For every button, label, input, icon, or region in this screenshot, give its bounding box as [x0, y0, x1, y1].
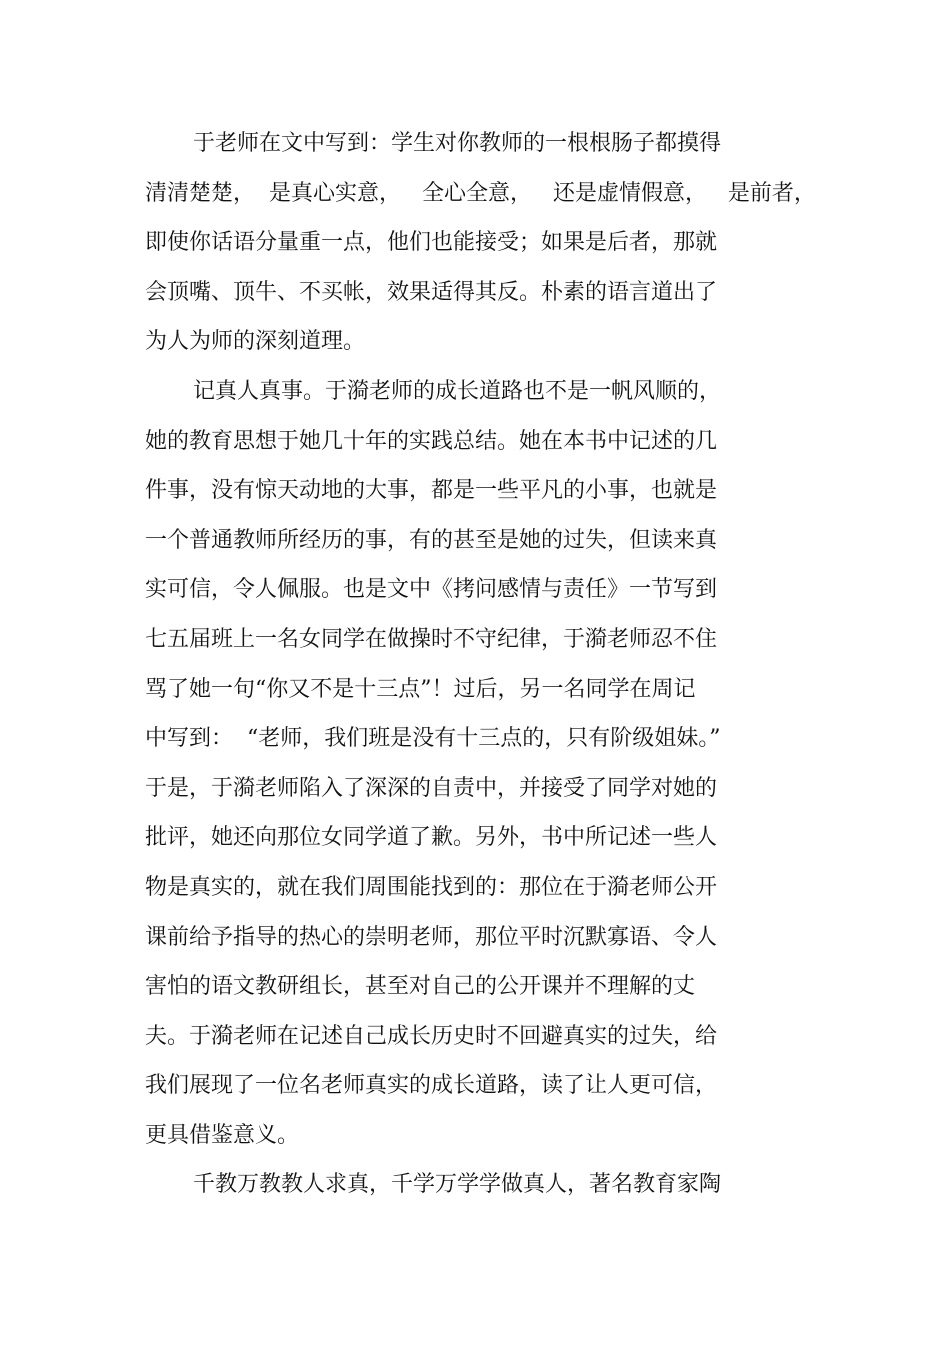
- paragraph-line: 批评，她还向那位女同学道了歉。另外，书中所记述一些人: [145, 825, 718, 851]
- paragraph-line: 于老师在文中写到：学生对你教师的一根根肠子都摸得: [193, 131, 722, 156]
- paragraph-line: 清清楚楚， 是真心实意， 全心全意， 还是虚情假意， 是前者，: [145, 180, 816, 206]
- paragraph-line: 千教万教教人求真，千学万学学做真人，著名教育家陶: [193, 1172, 722, 1198]
- paragraph-line: 为人为师的深刻道理。: [145, 329, 366, 355]
- paragraph-line: 记真人真事。于漪老师的成长道路也不是一帆风顺的，: [193, 378, 722, 404]
- paragraph-line: 她的教育思想于她几十年的实践总结。她在本书中记述的几: [145, 428, 718, 454]
- paragraph-line: 骂了她一句“你又不是十三点”！过后，另一名同学在周记: [145, 676, 696, 702]
- paragraph-line: 中写到： “老师，我们班是没有十三点的，只有阶级姐妹。”: [145, 726, 721, 752]
- paragraph-line: 于是，于漪老师陷入了深深的自责中，并接受了同学对她的: [145, 775, 718, 801]
- paragraph-line: 实可信，令人佩服。也是文中《拷问感情与责任》一节写到: [145, 577, 718, 603]
- paragraph-line: 夫。于漪老师在记述自己成长历史时不回避真实的过失，给: [145, 1023, 718, 1049]
- paragraph-line: 更具借鉴意义。: [145, 1122, 300, 1148]
- paragraph-line: 会顶嘴、顶牛、不买帐，效果适得其反。朴素的语言道出了: [145, 279, 718, 305]
- paragraph-line: 害怕的语文教研组长，甚至对自己的公开课并不理解的丈: [145, 974, 696, 1000]
- paragraph-line: 即使你话语分量重一点，他们也能接受；如果是后者，那就: [145, 230, 718, 256]
- body-text: [145, 119, 816, 1210]
- paragraph-line: 件事，没有惊天动地的大事，都是一些平凡的小事，也就是: [145, 478, 718, 504]
- paragraph-line: 我们展现了一位名老师真实的成长道路，读了让人更可信，: [145, 1073, 718, 1099]
- paragraph-line: 一个普通教师所经历的事，有的甚至是她的过失，但读来真: [145, 527, 718, 553]
- paragraph-line: 课前给予指导的热心的崇明老师，那位平时沉默寡语、令人: [145, 924, 718, 950]
- paragraph-line: 物是真实的，就在我们周围能找到的：那位在于漪老师公开: [145, 874, 718, 900]
- paragraph-line: 七五届班上一名女同学在做操时不守纪律，于漪老师忍不住: [145, 626, 718, 652]
